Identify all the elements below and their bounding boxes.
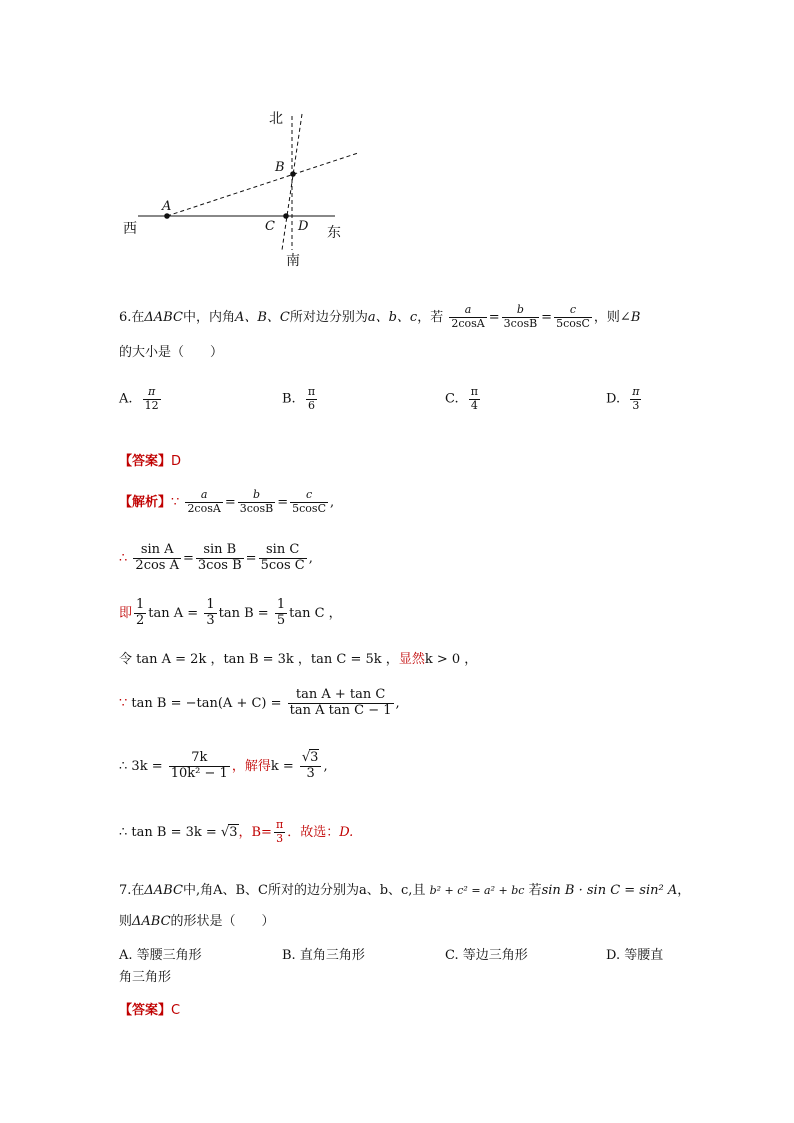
q6-option-a[interactable]: A. $\frac{\pi}{12}$ <box>119 385 159 412</box>
q6-analysis-line2: ∴ $\frac{\text{sin A}}{\text{2cos A}}$ = $\frac{\text{sin B}}{\text{3cos B}}$ = $\frac{\text{sin C}}{\text{5cos C}}$ , <box>119 542 313 573</box>
q6-if: ，若 <box>417 310 444 325</box>
q6-analysis-line1: 【解析】∵ $\frac{a}{2\cos A}$ = $\frac{b}{3\cos B}$ = $\frac{c}{5\cos C}$ , <box>119 488 335 515</box>
label-d: D <box>298 219 309 234</box>
q6-mid: 中，内角 <box>182 310 235 325</box>
q6-analysis-line7: ∴ tan B = 3k = √3，B= $\frac{\pi}{3}$ ．故选：D. <box>119 818 354 845</box>
label-c: C <box>265 219 275 234</box>
q6-analysis-line6: ∴ 3k = $\frac{7k}{\text{10k² − 1}}$ ，解得k = $\frac{√3}{3}$ , <box>119 750 328 781</box>
q6-frac-b: $\frac{b}{3\cos B}$ <box>503 303 538 330</box>
q6-text2: 所对边分别为 <box>289 310 368 325</box>
point-a-dot <box>164 213 170 219</box>
q7-option-c[interactable]: C. 等边三角形 <box>445 948 528 963</box>
q6-frac-a: $\frac{a}{2\cos A}$ <box>451 303 485 330</box>
q6-analysis-line3: 即 $\frac{1}{2}$ tan A = $\frac{1}{3}$ tan B = $\frac{1}{5}$ tan C ， <box>119 597 342 628</box>
q6-line2: 的大小是（ ） <box>119 345 224 360</box>
direction-diagram <box>110 100 380 275</box>
label-west: 西 <box>123 221 137 237</box>
point-b-dot <box>290 171 296 177</box>
q7-stem: 7.在ΔABC中,角A、B、C所对的边分别为a、b、c,且 b² + c² = a² + bc 若sin B · sin C = sin² A， <box>119 883 691 898</box>
q7-answer: 【答案】C <box>119 1003 181 1018</box>
point-c-dot <box>283 213 289 219</box>
q6-analysis-line5: ∵ tan B = −tan(A + C) = $\frac{\text{tan A + tan C}}{\text{tan A tan C − 1}}$ , <box>119 687 400 718</box>
q6-then: ，则∠ <box>593 310 631 325</box>
q6-option-b[interactable]: B. $\frac{\pi}{6}$ <box>282 385 316 412</box>
q7-option-b[interactable]: B. 直角三角形 <box>282 948 365 963</box>
q7-option-d-wrap: 角三角形 <box>119 970 172 985</box>
q6-angle-b: B <box>630 310 641 325</box>
label-a: A <box>162 199 172 214</box>
q7-line2: 则ΔABC的形状是（ ） <box>119 914 275 929</box>
line-a-b <box>167 153 358 216</box>
q6-option-d[interactable]: D. $\frac{\pi}{3}$ <box>606 385 640 412</box>
q6-angles: A、B、C <box>234 310 290 325</box>
q6-prefix: 6.在 <box>119 310 145 325</box>
q6-frac-c: $\frac{c}{5\cos C}$ <box>556 303 590 330</box>
q6-triangle: ΔABC <box>144 310 183 325</box>
label-east: 东 <box>327 225 341 241</box>
q7-option-a[interactable]: A. 等腰三角形 <box>119 948 202 963</box>
q6-sides: a、b、c <box>367 310 418 325</box>
q6-answer: 【答案】D <box>119 454 182 469</box>
label-north: 北 <box>269 111 283 127</box>
q7-option-d[interactable]: D. 等腰直 <box>606 948 664 963</box>
q6-option-c[interactable]: C. $\frac{\pi}{4}$ <box>445 385 478 412</box>
q6-stem: 6.在ΔABC中，内角A、B、C所对边分别为a、b、c，若 $\frac{a}{2\cos A}$ = $\frac{b}{3\cos B}$ = $\frac{c}{5\cos C}$ ，则∠B <box>119 303 641 330</box>
q6-analysis-line4: 令 tan A = 2k ，tan B = 3k ，tan C = 5k ，显然k > 0 ， <box>119 652 478 667</box>
label-south: 南 <box>286 253 300 269</box>
label-b: B <box>275 160 285 175</box>
